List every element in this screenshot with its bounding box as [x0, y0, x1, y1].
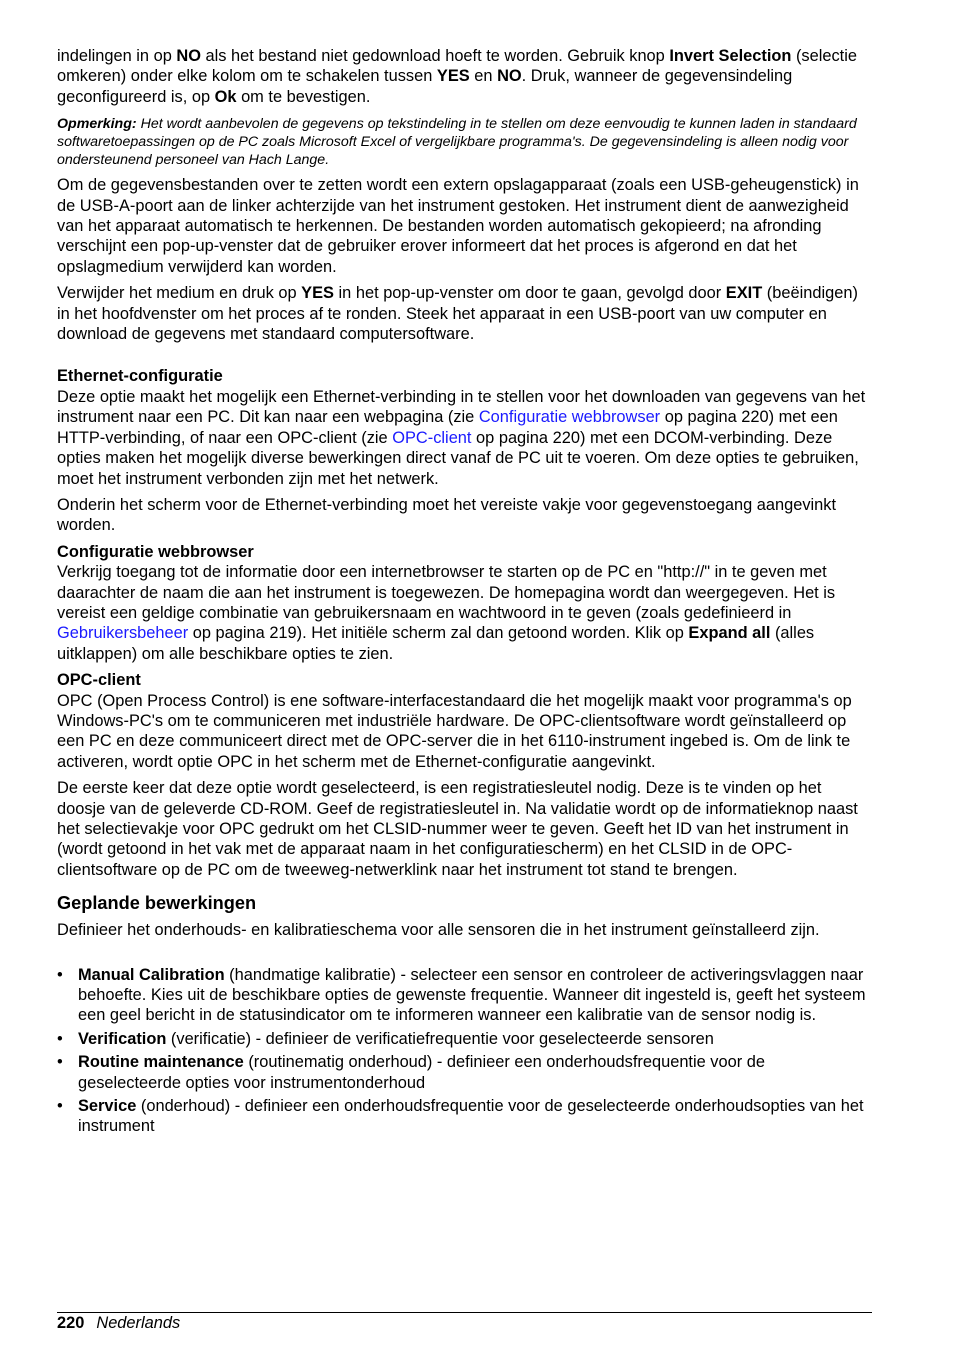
list-item: • Verification (verificatie) - definieer de verificatiefrequentie voor geselecteerde sensoren: [57, 1029, 714, 1048]
list-item: • Routine maintenance (routinematig onderhoud) - definieer een onderhoudsfrequentie voor de geselecteerde opties voor instrumentonderhoud: [57, 1053, 765, 1092]
paragraph-remove-medium: Verwijder het medium en druk op YES in het pop-up-venster om door te gaan, gevolgd door EXIT (beëindigen) in het hoofdvenster om het proces af te ronden. Steek het apparaat in een USB-poort van uw computer en download de gegevens met standaard computersoftware.: [57, 284, 858, 344]
paragraph-ethernet: Deze optie maakt het mogelijk een Ethernet-verbinding in te stellen voor het downloaden van gegevens van het instrument naar een PC. Dit kan naar een webpagina (zie Configuratie webbrowser op pagina 220) met een HTTP-verbinding, of naar een OPC-client (zie OPC-client op pagina 220) met een DCOM-verbinding. Deze opties maken het mogelijk diverse bewerkingen direct vanaf de PC uit te voeren. Om deze opties te gebruiken, moet het instrument verbonden zijn met het netwerk.: [57, 387, 866, 488]
note-label: Opmerking:: [57, 116, 137, 133]
paragraph-webbrowser: Verkrijg toegang tot de informatie door een internetbrowser te starten op de PC en "http://" in te geven met daarachter de naam die aan het instrument is toegewezen. De homepagina wordt dan weergegeven. Het is vereist een geldige combinatie van gebruikersnaam en wachtwoord in te geven (zoals gedefinieerd in Gebruikersbeheer op pagina 219). Het initiële scherm zal dan getoond worden. Klik op Expand all (alles uitklappen) om alle beschikbare opties te zien.: [57, 563, 836, 663]
heading-ethernet: Ethernet-configuratie: [57, 367, 223, 386]
planned-operations-list: [57, 965, 872, 1137]
paragraph-opc-registration: De eerste keer dat deze optie wordt geselecteerd, is een registratiesleutel nodig. Deze is te vinden op het doosje van de geleverde CD-ROM. Geef de registratiesleutel in. Na validatie wordt op de informatieknop naast het selectievakje voor OPC gedrukt om het CLSID-nummer weer te geven. Geeft het ID van het instrument in (wordt getoond in het vak met de apparaat naam in het configuratiescherm) en het CLSID in de OPC-clientsoftware op de PC om de tweeweg-netwerklink naar het instrument tot stand te brengen.: [57, 779, 858, 879]
document-page: [57, 46, 872, 1140]
paragraph-ethernet-checkbox: Onderin het scherm voor de Ethernet-verbinding moet het vereiste vakje voor gegevenstoegang aangevinkt worden.: [57, 495, 837, 535]
link-configuratie-webbrowser[interactable]: Configuratie webbrowser: [478, 408, 661, 427]
page-footer: [57, 1313, 180, 1333]
bullet: •: [57, 1053, 63, 1072]
link-opc-client[interactable]: OPC-client: [392, 428, 472, 447]
page-number: 220: [57, 1314, 85, 1332]
paragraph-opc-intro: OPC (Open Process Control) is ene software-interfacestandaard die het mogelijk maakt voor programma's op Windows-PC's om te communiceren met industriële hardware. De OPC-clientsoftware wordt geïnstalleerd op een PC en deze communiceert direct met de OPC-server die in het 6110-instrument ingebed is. Om de link te activeren, wordt optie OPC in het scherm met de Ethernet-configuratie aangevinkt.: [57, 691, 852, 771]
note-text: Het wordt aanbevolen de gegevens op tekstindeling in te stellen om deze eenvoudig te kunnen laden in standaard softwaretoepassingen op de PC zoals Microsoft Excel of vergelijkbare programma's. De gegevensindeling is alleen nodig voor ondersteunend personeel van Hach Lange.: [57, 116, 857, 169]
paragraph-data-format: indelingen in op NO als het bestand niet gedownload hoeft te worden. Gebruik knop Invert Selection (selectie omkeren) onder elke kolom om te schakelen tussen YES en NO. Druk, wanneer de gegevensindeling geconfigureerd is, op Ok om te bevestigen.: [57, 47, 857, 106]
bullet: •: [57, 1097, 63, 1116]
bullet: •: [57, 965, 63, 984]
list-item: • Manual Calibration (handmatige kalibratie) - selecteer een sensor en controleer de activeringsvlaggen naar behoefte. Kies uit de beschikbare opties de gewenste frequentie. Wanneer dit ingesteld is, geeft het systeem een geel bericht in de statusindicator om te informeren wanneer een kalibratie van de sensor nodig is.: [57, 965, 866, 1025]
footer-language: Nederlands: [96, 1314, 181, 1332]
heading-webbrowser: Configuratie webbrowser: [57, 542, 254, 561]
bullet: •: [57, 1029, 63, 1048]
paragraph-planned-intro: Definieer het onderhouds- en kalibratieschema voor alle sensoren die in het instrument geïnstalleerd zijn.: [57, 921, 820, 940]
link-gebruikersbeheer[interactable]: Gebruikersbeheer: [57, 624, 189, 643]
heading-opc-client: OPC-client: [57, 671, 141, 690]
list-item: • Service (onderhoud) - definieer een onderhoudsfrequentie voor de geselecteerde onderhoudsopties van het instrument: [57, 1097, 864, 1136]
paragraph-usb-transfer: Om de gegevensbestanden over te zetten wordt een extern opslagapparaat (zoals een USB-geheugenstick) in de USB-A-poort aan de linker achterzijde van het instrument gestoken. Het instrument dient de aanwezigheid van het apparaat automatisch te herkennen. De bestanden worden automatisch gekopieerd; na afronding verschijnt een pop-up-venster dat de gebruiker erover informeert dat het proces is afgerond en dat het opslagmedium verwijderd kan worden.: [57, 176, 859, 276]
heading-planned-operations: Geplande bewerkingen: [57, 893, 257, 914]
note: [57, 115, 872, 169]
